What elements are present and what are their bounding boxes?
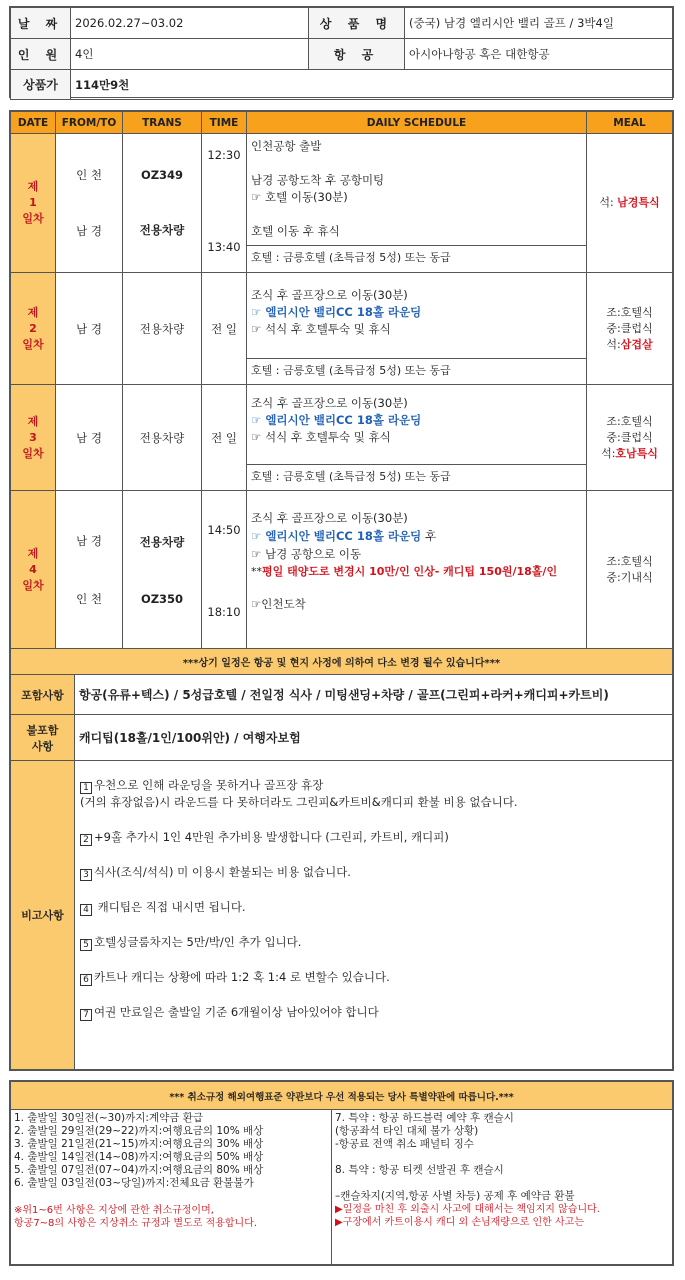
schedule-table (9, 110, 674, 674)
day-2-label: 제 2 일차 (11, 273, 56, 385)
day-4-to: 인 천 (76, 591, 102, 606)
remarks-label: 비고사항 (11, 761, 75, 1070)
day-3-row (11, 385, 673, 491)
day-4-meal: 조:호텔식 중:기내식 (587, 491, 673, 649)
header-schedule: DAILY SCHEDULE (247, 112, 587, 134)
cancel-title: *** 취소규정 해외여행표준 약관보다 우선 적용되는 당사 특별약관에 따릅니다.*** (11, 1082, 673, 1110)
day-4-time-depart: 14:50 (207, 523, 241, 537)
day-2-row (11, 273, 673, 385)
day-4-trans-flight: OZ350 (140, 591, 184, 606)
date-label: 날 짜 (11, 8, 71, 39)
price-label: 상품가 (11, 70, 71, 100)
day-3-hotel: 호텔 : 금릉호텔 (초특급정 5성) 또는 동급 (247, 464, 586, 487)
day-1-from: 인 천 (76, 168, 102, 182)
day-3-meal: 조:호텔식 중:클럽식 석:호남특식 (587, 385, 673, 491)
day-2-schedule: 조식 후 골프장으로 이동(30분) ☞ 엘리시안 밸리CC 18홀 라운딩 ☞ 석식 후 호텔투숙 및 휴식 호텔 : 금릉호텔 (초특급정 5성) 또는 동급 (247, 273, 587, 385)
remark-item: 6 카트나 캐디는 상황에 따라 1:2 혹 1:4 로 변할수 있습니다. (80, 969, 672, 986)
day-4-trans (123, 491, 202, 649)
header-time: TIME (202, 112, 247, 134)
product-value: (중국) 남경 엘리시안 밸리 골프 / 3박4일 (405, 8, 673, 39)
excluded-label: 불포함 사항 (11, 715, 75, 761)
day-1-time-arrive: 13:40 (207, 240, 241, 254)
cancel-left: 1. 출발일 30일전(~30)까지:계약금 환급 2. 출발일 29일전(29~22)까지:여행요금의 10% 배상 3. 출발일 21일전(21~15)까지:여행요금의 30% 배상 4. 출발일 14일전(14~08)까지:여행요금의 50% 배상 5. 출발일 07일전(07~04)까지:여행요금의 80% 배상 6. 출발일 03일전(03~당일)까지:전체요금 환불불가 ※위1~6번 사항은 지상에 관한 취소규정이며, 항공7~8의 사항은 지상취소 규정과 별도로 적용합니다. (11, 1110, 332, 1265)
day-2-trans: 전용차량 (123, 273, 202, 385)
day-4-time (202, 491, 247, 649)
day-1-time-depart: 12:30 (207, 148, 241, 162)
day-1-schedule: 인천공항 출발 남경 공항도착 후 공항미팅 ☞ 호텔 이동(30분) 호텔 이동 후 휴식 호텔 : 금릉호텔 (초특급정 5성) 또는 동급 (247, 134, 587, 273)
day-2-place: 남 경 (56, 273, 123, 385)
number-5-icon: 5 (80, 939, 92, 951)
day-1-label: 제 1 일차 (11, 134, 56, 273)
airline-label: 항 공 (309, 39, 405, 70)
day-4-time-arrive: 18:10 (207, 605, 241, 619)
day-4-schedule: 조식 후 골프장으로 이동(30분) ☞ 엘리시안 밸리CC 18홀 라운딩 후 ☞ 남경 공항으로 이동 **평일 태양도로 변경시 10만/인 인상- 캐디팁 150원/18홀/인 ☞인천도착 (247, 491, 587, 649)
airline-value: 아시아나항공 혹은 대한항공 (405, 39, 673, 70)
day-2-time: 전 일 (202, 273, 247, 385)
day-4-label: 제 4 일차 (11, 491, 56, 649)
remark-item: 2 +9홀 추가시 1인 4만원 추가비용 발생합니다 (그린피, 카트비, 캐디피) (80, 829, 672, 846)
remark-item: 4 캐디팁은 직접 내시면 됩니다. (80, 899, 672, 916)
day-4-from: 남 경 (76, 533, 102, 548)
day-2-hotel: 호텔 : 금릉호텔 (초특급정 5성) 또는 동급 (247, 358, 586, 381)
info-table (9, 6, 674, 98)
header-trans: TRANS (123, 112, 202, 134)
product-label: 상 품 명 (309, 8, 405, 39)
day-1-fromto (56, 134, 123, 273)
schedule-notice: ***상기 일정은 항공 및 현지 사정에 의하여 다소 변경 될수 있습니다*** (11, 649, 673, 675)
day-3-place: 남 경 (56, 385, 123, 491)
remark-item: 7 여권 만료일은 출발일 기준 6개월이상 남아있어야 합니다 (80, 1004, 672, 1021)
day-1-hotel: 호텔 : 금릉호텔 (초특급정 5성) 또는 동급 (247, 245, 586, 268)
included-text: 항공(유류+텍스) / 5성급호텔 / 전일정 식사 / 미팅샌딩+차량 / 골프(그린피+라커+캐디피+카트비) (75, 675, 673, 715)
excluded-text: 캐디팁(18홀/1인/100위안) / 여행자보험 (75, 715, 673, 761)
price-value: 114만9천 (71, 70, 673, 100)
day-4-trans-vehicle: 전용차량 (139, 534, 185, 549)
conditions-table (9, 674, 674, 1071)
day-3-time: 전 일 (202, 385, 247, 491)
number-2-icon: 2 (80, 834, 92, 846)
number-4-icon: 4 (80, 904, 92, 916)
day-3-schedule: 조식 후 골프장으로 이동(30분) ☞ 엘리시안 밸리CC 18홀 라운딩 ☞ 석식 후 호텔투숙 및 휴식 호텔 : 금릉호텔 (초특급정 5성) 또는 동급 (247, 385, 587, 491)
number-3-icon: 3 (80, 869, 92, 881)
number-7-icon: 7 (80, 1009, 92, 1021)
number-6-icon: 6 (80, 974, 92, 986)
date-value: 2026.02.27~03.02 (71, 8, 309, 39)
day-4-fromto (56, 491, 123, 649)
header-date: DATE (11, 112, 56, 134)
header-meal: MEAL (587, 112, 673, 134)
day-4-row (11, 491, 673, 649)
people-value: 4인 (71, 39, 309, 70)
day-1-trans (123, 134, 202, 273)
day-1-row (11, 134, 673, 273)
included-label: 포함사항 (11, 675, 75, 715)
people-label: 인 원 (11, 39, 71, 70)
remark-item: 3 식사(조식/석식) 미 이용시 환불되는 비용 없습니다. (80, 864, 672, 881)
remarks-list (75, 761, 673, 1070)
day-1-to: 남 경 (76, 224, 102, 238)
number-1-icon: 1 (80, 782, 92, 794)
header-fromto: FROM/TO (56, 112, 123, 134)
day-1-trans-flight: OZ349 (140, 168, 184, 182)
day-1-time (202, 134, 247, 273)
day-1-trans-vehicle: 전용차량 (139, 223, 185, 237)
day-3-label: 제 3 일차 (11, 385, 56, 491)
remark-item: 1 우천으로 인해 라운딩을 못하거나 골프장 휴장 (거의 휴장없음)시 라운드를 다 못하더라도 그린피&카트비&캐디피 환불 비용 없습니다. (80, 778, 518, 809)
day-3-trans: 전용차량 (123, 385, 202, 491)
cancel-right: 7. 특약 : 항공 하드블럭 예약 후 캔슬시 (항공좌석 타인 대체 불가 상황) -항공료 전액 취소 패널티 징수 8. 특약 : 항공 티켓 선발권 후 캔슬시 –캔슬차지(지역,항공 사별 차등) 공제 후 예약금 환불 ▶일정을 마친 후 외출시 사고에 대해서는 책임지지 않습니다. ▶구장에서 카트이용시 캐디 외 손님재량으로 인한 사고는 (332, 1110, 673, 1265)
remark-item: 5 호텔싱글룸차지는 5만/박/인 추가 입니다. (80, 934, 672, 951)
day-2-meal: 조:호텔식 중:클럽식 석:삼겹살 (587, 273, 673, 385)
day-1-meal: 석: 남경특식 (587, 134, 673, 273)
cancel-policy (9, 1080, 674, 1266)
